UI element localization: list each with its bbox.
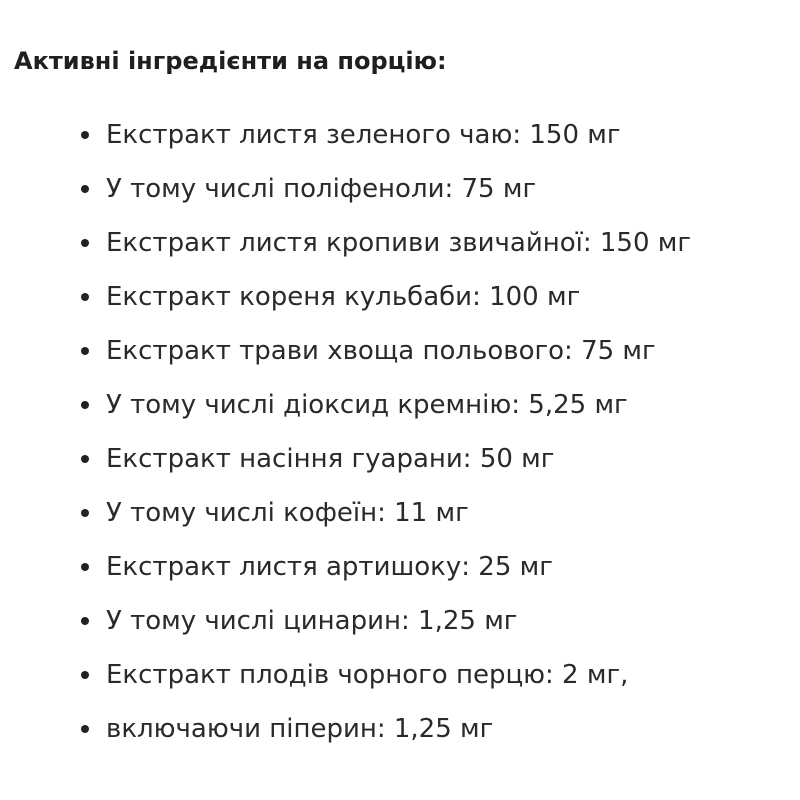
ingredient-text: Екстракт кореня кульбаби: 100 мг <box>106 282 581 312</box>
ingredient-text: У тому числі кофеїн: 11 мг <box>106 498 469 528</box>
list-item <box>0 108 691 162</box>
ingredient-text: Екстракт листя кропиви звичайної: 150 мг <box>106 228 692 258</box>
list-item <box>0 324 691 378</box>
bullet-icon <box>81 509 89 517</box>
list-item <box>0 594 691 648</box>
ingredient-text: Екстракт плодів чорного перцю: 2 мг, <box>106 660 629 690</box>
bullet-icon <box>81 185 89 193</box>
bullet-icon <box>81 293 89 301</box>
bullet-icon <box>81 239 89 247</box>
bullet-icon <box>81 725 89 733</box>
bullet-icon <box>81 401 89 409</box>
bullet-icon <box>81 617 89 625</box>
list-item <box>0 540 691 594</box>
ingredient-text: У тому числі діоксид кремнію: 5,25 мг <box>106 390 628 420</box>
list-item <box>0 486 691 540</box>
list-item <box>0 648 691 702</box>
list-item <box>0 378 691 432</box>
ingredient-text: Екстракт насіння гуарани: 50 мг <box>106 444 555 474</box>
list-item <box>0 270 691 324</box>
list-item <box>0 162 691 216</box>
ingredient-list <box>0 108 691 756</box>
bullet-icon <box>81 671 89 679</box>
ingredient-text: Екстракт листя артишоку: 25 мг <box>106 552 553 582</box>
ingredient-text: У тому числі поліфеноли: 75 мг <box>106 174 537 204</box>
ingredient-text: Екстракт листя зеленого чаю: 150 мг <box>106 120 621 150</box>
ingredient-text: включаючи піперин: 1,25 мг <box>106 714 494 744</box>
bullet-icon <box>81 131 89 139</box>
list-item <box>0 432 691 486</box>
list-item <box>0 702 691 756</box>
bullet-icon <box>81 455 89 463</box>
bullet-icon <box>81 347 89 355</box>
bullet-icon <box>81 563 89 571</box>
list-item <box>0 216 691 270</box>
page-title: Активні інгредієнти на порцію: <box>14 47 447 75</box>
ingredient-text: Екстракт трави хвоща польового: 75 мг <box>106 336 656 366</box>
ingredient-text: У тому числі цинарин: 1,25 мг <box>106 606 518 636</box>
